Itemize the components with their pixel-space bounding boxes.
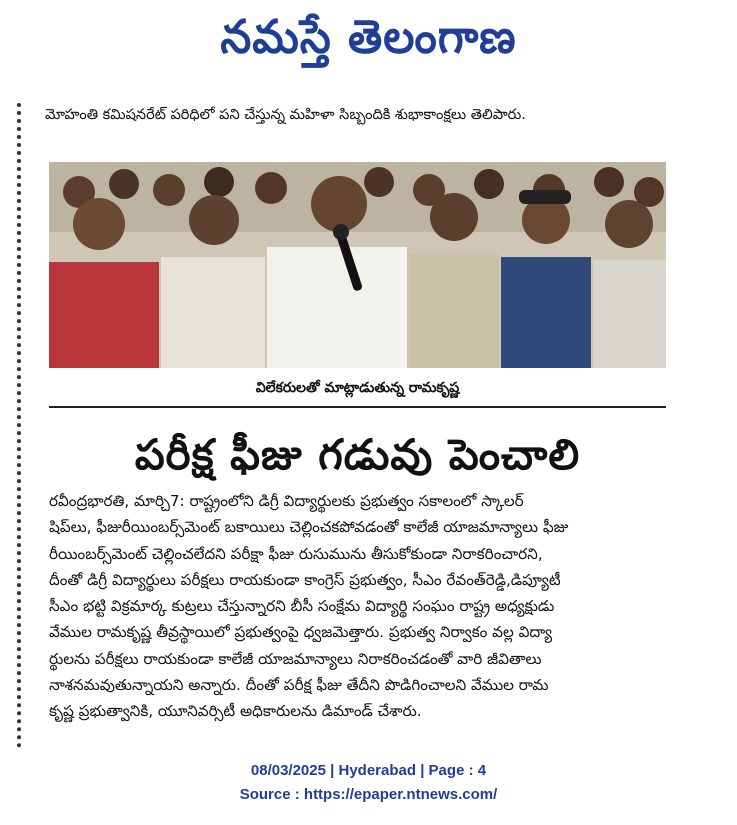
photo-caption: విలేకరులతో మాట్లాడుతున్న రామకృష్ణ [49, 370, 666, 408]
article-body [49, 488, 666, 725]
article-line: ర్థులను పరీక్షలు రాయకుండా కాలేజీ యాజమాన్యాలు నిరాకరించడంతో వారి జీవితాలు [49, 649, 542, 668]
previous-article-tail: మోహంతి కమిషనరేట్ పరిధిలో పని చేస్తున్న మహిళా సిబ్బందికి శుభాకాంక్షలు తెలిపారు. [45, 107, 526, 123]
article-line: సీఎం భట్టి విక్రమార్క కుట్రలు చేస్తున్నారని బీసీ సంక్షేమ విద్యార్థి సంఘం రాష్ట్ర అధ్యక్షుడు [49, 597, 555, 616]
article-line: కృష్ణ ప్రభుత్వానికి, యూనివర్సిటీ అధికారులను డిమాండ్ చేశారు. [49, 702, 422, 721]
article-headline: పరీక్ష ఫీజు గడువు పెంచాలి [134, 430, 581, 479]
news-photo [49, 162, 666, 368]
article-line: వేముల రామకృష్ణ తీవ్రస్థాయిలో ప్రభుత్వంపై ధ్వజమెత్తారు. ప్రభుత్వ నిర్వాకం వల్ల విద్యా [49, 623, 553, 642]
group-photo-illustration [49, 162, 666, 368]
footer-date-edition: 08/03/2025 | Hyderabad | Page : 4 [250, 762, 487, 779]
newspaper-masthead: నమస్తే తెలంగాణ [220, 10, 517, 65]
article-line: షిప్‌లు, ఫీజురీయింబర్స్‌మెంట్ బకాయిలు చెల్లించకపోవడంతో కాలేజీ యాజమాన్యాలు ఫీజు [49, 518, 569, 537]
article-line: దీంతో డిగ్రీ విద్యార్థులు పరీక్షలు రాయకుండా కాంగ్రెస్ ప్రభుత్వం, సీఎం రేవంత్‌రెడ్డి,డిప్యూటీ [49, 570, 561, 589]
article-line: నాశనమవుతున్నాయని అన్నారు. దీంతో పరీక్ష ఫీజు తేదీని పొడిగించాలని వేముల రామ [49, 676, 549, 695]
article-line: రవీంద్రభారతి, మార్చి7: రాష్ట్రంలోని డిగ్రీ విద్యార్థులకు ప్రభుత్వం సకాలంలో స్కాలర్ [49, 492, 524, 510]
dotted-column-rule [17, 103, 21, 748]
footer-source: Source : https://epaper.ntnews.com/ [239, 786, 498, 803]
article-line: రీయింబర్స్‌మెంట్ చెల్లించలేదని పరీక్షా ఫీజు రుసుమును తీసుకోకుండా నిరాకరించారని, [49, 544, 543, 563]
